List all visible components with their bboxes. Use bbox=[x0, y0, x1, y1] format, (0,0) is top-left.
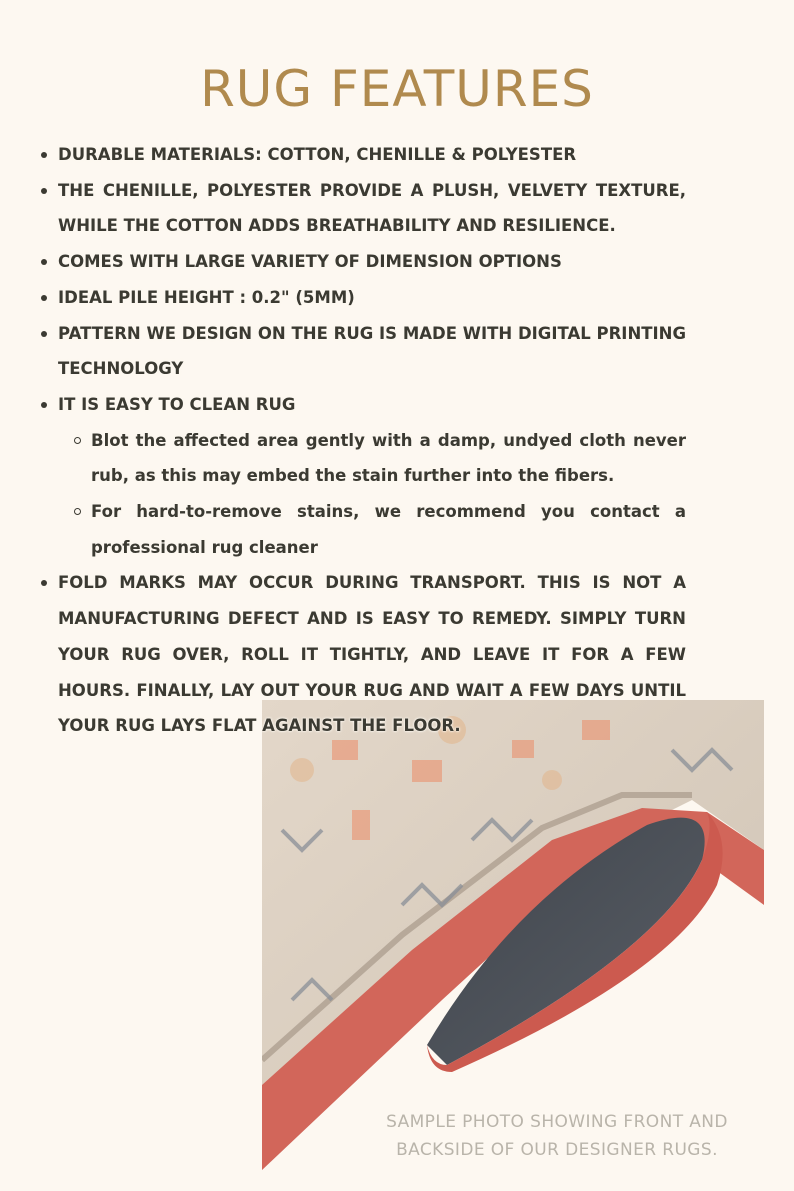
cleaning-tip: Blot the affected area gently with a damp, undyed cloth never rub, as this may embed the stain further into the fibers. bbox=[58, 423, 686, 494]
page-title: RUG FEATURES bbox=[200, 59, 594, 118]
cleaning-tips-list bbox=[58, 423, 686, 566]
feature-materials: DURABLE MATERIALS: COTTON, CHENILLE & POLYESTER bbox=[38, 137, 686, 173]
feature-dimensions: COMES WITH LARGE VARIETY OF DIMENSION OPTIONS bbox=[38, 244, 686, 280]
features-section bbox=[38, 137, 686, 744]
feature-cleaning-label: IT IS EASY TO CLEAN RUG bbox=[58, 394, 296, 414]
photo-caption bbox=[350, 1108, 764, 1164]
feature-pile-height: IDEAL PILE HEIGHT : 0.2" (5MM) bbox=[38, 280, 686, 316]
features-list bbox=[38, 137, 686, 744]
photo-caption-line: SAMPLE PHOTO SHOWING FRONT AND bbox=[386, 1112, 728, 1132]
photo-caption-line: BACKSIDE OF OUR DESIGNER RUGS. bbox=[396, 1140, 718, 1160]
feature-fold-marks: FOLD MARKS MAY OCCUR DURING TRANSPORT. THIS IS NOT A MANUFACTURING DEFECT AND IS EASY TO REMEDY. SIMPLY TURN YOUR RUG OVER, ROLL IT TIGHTLY, AND LEAVE IT FOR A FEW HOURS. FINALLY, LAY OUT YOUR RUG AND WAIT A FEW DAYS UNTIL YOUR RUG LAYS FLAT AGAINST THE FLOOR. bbox=[38, 565, 686, 744]
feature-printing: PATTERN WE DESIGN ON THE RUG IS MADE WITH DIGITAL PRINTING TECHNOLOGY bbox=[38, 316, 686, 387]
cleaning-tip: For hard-to-remove stains, we recommend you contact a professional rug cleaner bbox=[58, 494, 686, 565]
feature-cleaning bbox=[38, 387, 686, 566]
rug-sample-photo bbox=[262, 700, 764, 1178]
feature-texture: THE CHENILLE, POLYESTER PROVIDE A PLUSH, VELVETY TEXTURE, WHILE THE COTTON ADDS BREATHABILITY AND RESILIENCE. bbox=[38, 173, 686, 244]
